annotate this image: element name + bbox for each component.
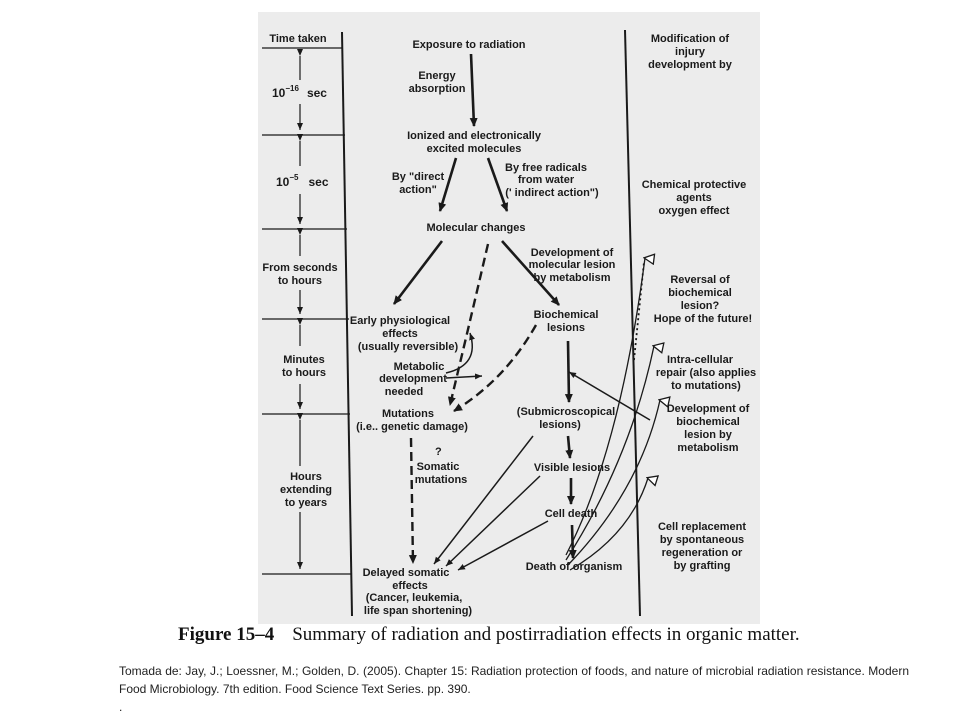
node-energy-absorption: Energy absorption [408, 70, 466, 95]
right-header: Modification of injury development by [648, 33, 732, 71]
node-exposure: Exposure to radiation [412, 39, 526, 51]
dashed-biochemical-mutations [454, 325, 536, 411]
right-reversal: Reversal of biochemical lesion? Hope of the future! [653, 274, 753, 325]
dashed-molecular-mutations [450, 244, 488, 405]
dashed-mutations-delayed [411, 438, 413, 563]
time-hours-years: Hours extending to years [280, 471, 332, 509]
time-1e-5: $10^{-5}$ sec [276, 173, 329, 189]
thin-arrows [434, 333, 650, 570]
time-minutes-hours: Minutes to hours [282, 354, 326, 379]
node-death-of-organism: Death of organism [525, 561, 623, 573]
node-development-molecular: Development of molecular lesion by metabolism [528, 247, 616, 284]
time-1e-16: $10^{-16}$ sec [272, 84, 327, 100]
figure-label: Figure 15–4 [178, 624, 275, 645]
right-development-biochemical: Development of biochemical lesion by metabolism [666, 403, 750, 454]
node-metabolic-development: Metabolic development needed [379, 361, 447, 398]
arrow-visible-delayed [446, 476, 540, 566]
arrow-ionized-direct [440, 158, 456, 211]
right-cell-replacement: Cell replacement by spontaneous regeneration or by grafting [657, 521, 747, 572]
arrow-submicro-delayed [434, 436, 533, 564]
node-ionized: Ionized and electronically excited molecules [407, 130, 541, 155]
trailing-mark: . [119, 700, 123, 714]
node-delayed-somatic: Delayed somatic effects (Cancer, leukemia, life span shortening) [362, 567, 473, 617]
arrow-metabolic-right [446, 376, 482, 378]
node-visible-lesions: Visible lesions [533, 462, 611, 474]
node-mutations: Mutations (i.e.. genetic damage) [356, 408, 468, 433]
arrow-biochemical-submicro [568, 341, 569, 402]
source-citation: Tomada de: Jay, J.; Loessner, M.; Golden, D. (2005). Chapter 15: Radiation protection of foods, and nature of microbial radiation resistance. Modern Food Microbiology. 7th edition. Food Science Text Series. pp. 390. [119, 664, 909, 696]
label-question-mark: ? [435, 446, 442, 458]
node-somatic-mutations: Somatic mutations [414, 461, 468, 486]
right-divider-line [625, 30, 640, 616]
arrow-molecular-early [394, 241, 442, 304]
time-header: Time taken [269, 33, 327, 45]
time-seconds-hours: From seconds to hours [262, 262, 338, 287]
figure-title: Summary of radiation and postirradiation effects in organic matter. [292, 624, 800, 645]
node-early-physiological: Early physiological effects (usually reversible) [349, 315, 459, 353]
label-indirect-action: By free radicals from water (' indirect action") [505, 162, 599, 199]
label-direct-action: By "direct action" [391, 171, 445, 196]
node-submicroscopical: (Submicroscopical lesions) [516, 406, 616, 431]
right-chemical-protective: Chemical protective agents oxygen effect [641, 179, 747, 217]
arrow-submicro-visible [568, 436, 570, 458]
figure-caption [178, 624, 878, 646]
node-biochemical-lesions: Biochemical lesions [533, 309, 599, 334]
right-intracellular-repair: Intra-cellular repair (also applies to mutations) [655, 354, 757, 392]
node-cell-death: Cell death [544, 508, 598, 520]
dashed-arrows [411, 244, 536, 563]
node-molecular-changes: Molecular changes [426, 222, 526, 234]
arrow-exposure-ionized [471, 54, 474, 126]
